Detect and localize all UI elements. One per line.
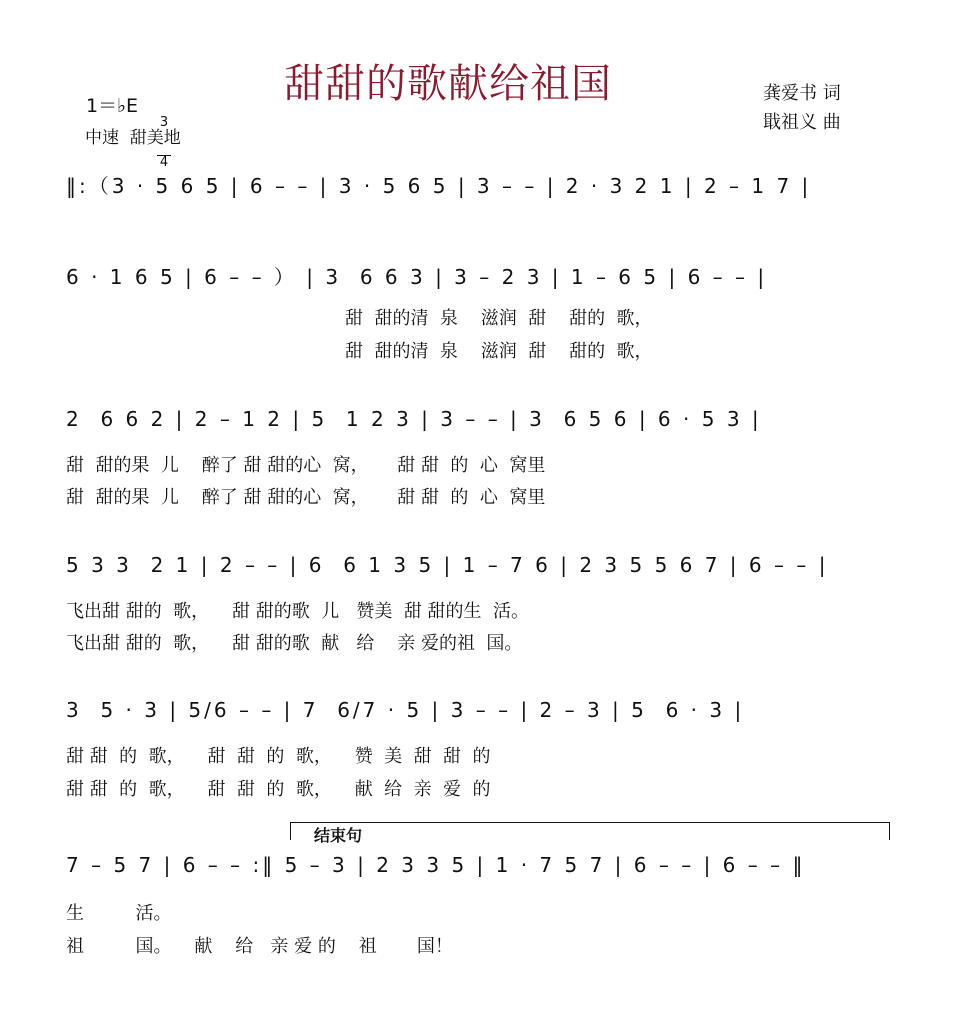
time-signature-top: 3 (159, 115, 169, 130)
lyric-row-3-verse-2: 甜 甜的果 儿 醉了 甜 甜的心 窝， 甜 甜 的 心 窝里 (66, 487, 546, 508)
lyric-row-5-verse-1: 甜 甜 的 歌， 甜 甜 的 歌， 赞 美 甜 甜 的 (66, 746, 491, 767)
notation-row-2: 6 · 1 6 5 | 6 – – ） | 3 6 6 3 | 3 – 2 3 | 1 – 6 5 | 6 – – | (66, 265, 768, 289)
notation-row-3: 2 6 6 2 | 2 – 1 2 | 5 1 2 3 | 3 – – | 3 6 5 6 | 6 · 5 3 | (66, 407, 762, 431)
notation-row-5: 3 5 · 3 | 5/6 – – | 7 6/7 · 5 | 3 – – | 2 – 3 | 5 6 · 3 | (66, 698, 745, 722)
composer-credit: 戢祖义 曲 (763, 112, 841, 133)
lyric-row-3-verse-1: 甜 甜的果 儿 醉了 甜 甜的心 窝， 甜 甜 的 心 窝里 (66, 455, 546, 476)
lyric-row-4-verse-1: 飞出甜 甜的 歌， 甜 甜的歌 儿 赞美 甜 甜的生 活。 (66, 601, 529, 622)
lyric-row-2-verse-1: 甜 甜的清 泉 滋润 甜 甜的 歌， (345, 308, 653, 329)
lyricist-credit: 龚爱书 词 (763, 83, 841, 104)
lyric-row-4-verse-2: 飞出甜 甜的 歌， 甜 甜的歌 献 给 亲 爱的祖 国。 (66, 633, 523, 654)
song-title: 甜甜的歌献给祖国 (284, 61, 612, 107)
lyric-row-6-verse-2: 祖 国。 献 给 亲 爱 的 祖 国！ (66, 936, 453, 957)
ending-label: 结束句 (314, 826, 363, 845)
ending-bracket-left (290, 822, 291, 840)
notation-row-6: 7 – 5 7 | 6 – – :‖ 5 – 3 | 2 3 3 5 | 1 · 7 5 7 | 6 – – | 6 – – ‖ (66, 853, 806, 877)
time-signature-bottom: 4 (157, 155, 171, 169)
lyric-row-5-verse-2: 甜 甜 的 歌， 甜 甜 的 歌， 献 给 亲 爱 的 (66, 779, 491, 800)
lyric-row-6-verse-1: 生 活。 (66, 903, 172, 924)
notation-row-1: ‖:（3 · 5 6 5 | 6 – – | 3 · 5 6 5 | 3 – – | 2 · 3 2 1 | 2 – 1 7 | (66, 174, 812, 198)
ending-bracket-line (290, 822, 890, 823)
key-signature: 1＝♭E (86, 95, 139, 117)
ending-bracket-right (889, 822, 890, 840)
lyric-row-2-verse-2: 甜 甜的清 泉 滋润 甜 甜的 歌， (345, 341, 653, 362)
tempo-marking: 中速 甜美地 (85, 128, 181, 148)
notation-row-4: 5 3 3 2 1 | 2 – – | 6 6 1 3 5 | 1 – 7 6 | 2 3 5 5 6 7 | 6 – – | (66, 553, 829, 577)
